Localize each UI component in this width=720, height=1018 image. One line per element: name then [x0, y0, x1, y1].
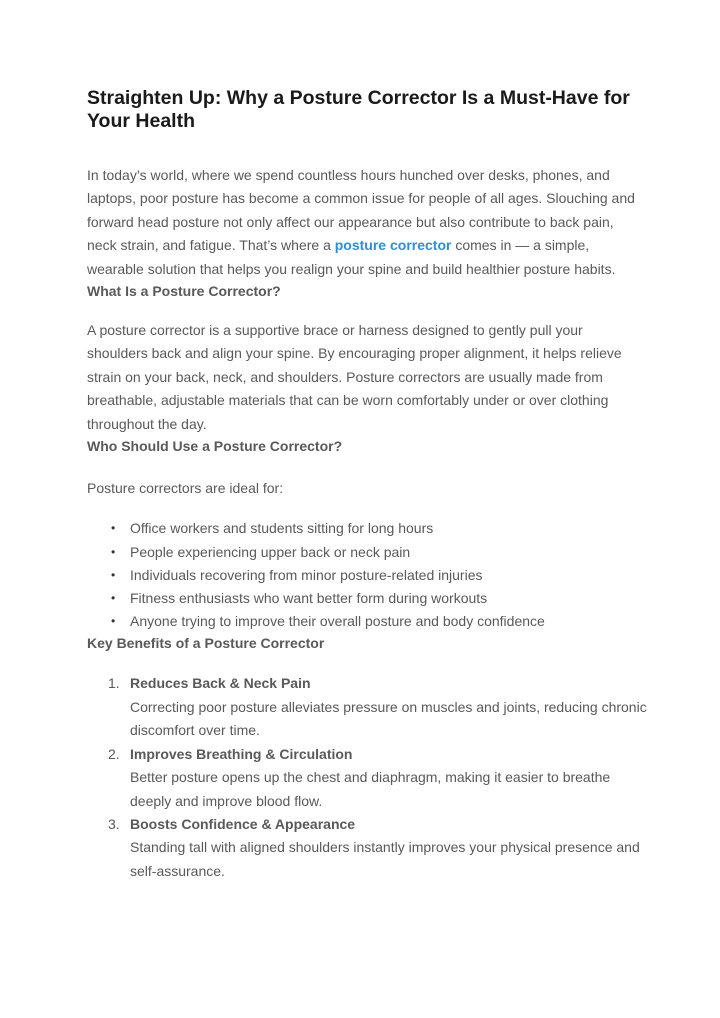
who-intro-paragraph: Posture correctors are ideal for: — [87, 480, 284, 497]
list-item — [87, 610, 647, 633]
benefit-description: Better posture opens up the chest and diaphragm, making it easier to breathe deeply and improve blood flow. — [130, 769, 611, 809]
page-title: Straighten Up: Why a Posture Corrector Is a Must-Have for Your Health — [87, 87, 630, 132]
list-item-text: Fitness enthusiasts who want better form during workouts — [130, 590, 488, 607]
list-item-text: Individuals recovering from minor posture-related injuries — [130, 566, 483, 583]
what-is-paragraph: A posture corrector is a supportive brace or harness designed to gently pull your shoulders back and align your spine. By encouraging proper alignment, it helps relieve strain on your back, neck, and shoulders. Posture correctors are usually made from breathable, adjustable materials that can be worn comfortably under or over clothing throughout the day. — [87, 322, 622, 432]
list-item-text: People experiencing upper back or neck pain — [130, 543, 411, 560]
benefit-title: Improves Breathing & Circulation — [130, 745, 353, 762]
heading-what-is: What Is a Posture Corrector? — [87, 283, 281, 300]
benefit-title: Reduces Back & Neck Pain — [130, 675, 311, 692]
bullet-icon: • — [111, 591, 116, 606]
heading-key-benefits: Key Benefits of a Posture Corrector — [87, 635, 325, 652]
benefit-description: Correcting poor posture alleviates pressure on muscles and joints, reducing chronic discomfort over time. — [130, 698, 647, 739]
benefit-number: 1. — [108, 675, 120, 692]
bullet-icon: • — [111, 544, 116, 559]
bullet-icon: • — [111, 614, 116, 629]
list-item-text: Anyone trying to improve their overall posture and body confidence — [130, 613, 545, 630]
benefits-list — [87, 672, 647, 883]
bullet-icon: • — [111, 521, 116, 536]
document-page — [87, 87, 647, 883]
heading-who-should-use: Who Should Use a Posture Corrector? — [87, 438, 343, 455]
benefit-number: 3. — [108, 815, 120, 832]
list-item — [87, 541, 647, 564]
list-item — [87, 564, 647, 587]
audience-list — [87, 517, 647, 633]
bullet-icon: • — [111, 567, 116, 582]
benefit-item — [87, 672, 647, 742]
intro-text-after-link: comes in — a simple, wearable solution that helps you realign your spine and build healthier posture habits. — [87, 237, 616, 277]
benefit-number: 2. — [108, 745, 120, 762]
list-item — [87, 587, 647, 610]
list-item-text: Office workers and students sitting for long hours — [130, 520, 434, 537]
benefit-item — [87, 743, 647, 813]
intro-text-before-link: In today’s world, where we spend countless hours hunched over desks, phones, and laptops, poor posture has become a common issue for people of all ages. Slouching and forward head posture not only affect our appearance but also contribute to back pain, neck strain, and fatigue. That’s where a — [87, 167, 635, 254]
benefit-description: Standing tall with aligned shoulders instantly improves your physical presence and self-assurance. — [130, 839, 640, 879]
intro-paragraph — [87, 164, 647, 281]
benefit-title: Boosts Confidence & Appearance — [130, 815, 356, 832]
list-item — [87, 517, 647, 540]
posture-corrector-link[interactable]: posture corrector — [334, 237, 452, 254]
benefit-item — [87, 813, 647, 883]
